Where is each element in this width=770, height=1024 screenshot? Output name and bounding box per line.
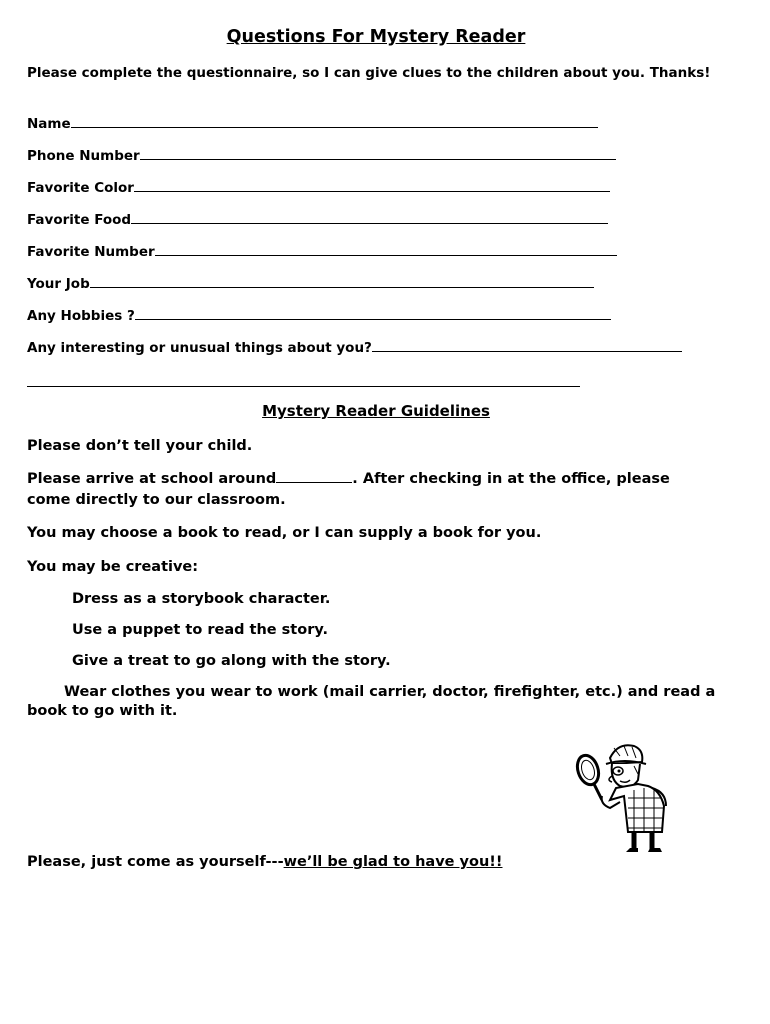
favorite-food-label: Favorite Food — [27, 212, 132, 228]
favorite-number-blank[interactable] — [155, 244, 617, 256]
arrival-text-before: Please arrive at school around — [27, 471, 277, 487]
interesting-things-blank[interactable] — [372, 340, 682, 352]
favorite-color-label: Favorite Color — [27, 180, 134, 196]
your-job-field[interactable] — [27, 276, 594, 292]
creative-text: You may be creative: — [27, 559, 199, 575]
favorite-food-field[interactable] — [27, 212, 608, 228]
phone-number-field[interactable] — [27, 148, 616, 164]
detective-with-magnifying-glass-icon — [572, 736, 672, 860]
favorite-number-label: Favorite Number — [27, 244, 155, 260]
idea-puppet: Use a puppet to read the story. — [72, 622, 328, 638]
phone-number-blank[interactable] — [140, 148, 616, 160]
closing-line — [27, 852, 717, 873]
your-job-label: Your Job — [27, 276, 90, 292]
interesting-things-label: Any interesting or unusual things about you? — [27, 340, 372, 356]
name-blank[interactable] — [71, 116, 598, 128]
name-label: Name — [27, 116, 71, 132]
favorite-color-blank[interactable] — [134, 180, 610, 192]
closing-emphasis: we’ll be glad to have you!! — [283, 854, 503, 870]
intro-text: Please complete the questionnaire, so I can give clues to the children about you. Thanks! — [27, 65, 711, 81]
favorite-color-field[interactable] — [27, 180, 610, 196]
page-title: Questions For Mystery Reader — [226, 27, 526, 47]
favorite-number-field[interactable] — [27, 244, 617, 260]
work-clothes-text: Wear clothes you wear to work (mail carrier, doctor, firefighter, etc.) and read a book to go with it. — [27, 684, 716, 719]
arrival-text-after: . After checking in at the office, please come directly to our classroom. — [27, 471, 670, 508]
guidelines-title: Mystery Reader Guidelines — [262, 402, 490, 420]
choose-book-text: You may choose a book to read, or I can supply a book for you. — [27, 525, 542, 541]
arrival-paragraph — [27, 469, 717, 511]
dont-tell-text: Please don’t tell your child. — [27, 438, 253, 454]
name-field[interactable] — [27, 116, 598, 132]
idea-storybook-character: Dress as a storybook character. — [72, 591, 331, 607]
phone-number-label: Phone Number — [27, 148, 140, 164]
any-hobbies-label: Any Hobbies ? — [27, 308, 135, 324]
interesting-things-continuation-line[interactable] — [27, 386, 580, 387]
your-job-blank[interactable] — [90, 276, 594, 288]
favorite-food-blank[interactable] — [131, 212, 608, 224]
any-hobbies-field[interactable] — [27, 308, 611, 324]
arrival-time-blank[interactable] — [276, 470, 352, 483]
closing-text: Please, just come as yourself--- — [27, 854, 284, 870]
idea-treat: Give a treat to go along with the story. — [72, 653, 391, 669]
interesting-things-field[interactable] — [27, 340, 682, 356]
any-hobbies-blank[interactable] — [135, 308, 611, 320]
